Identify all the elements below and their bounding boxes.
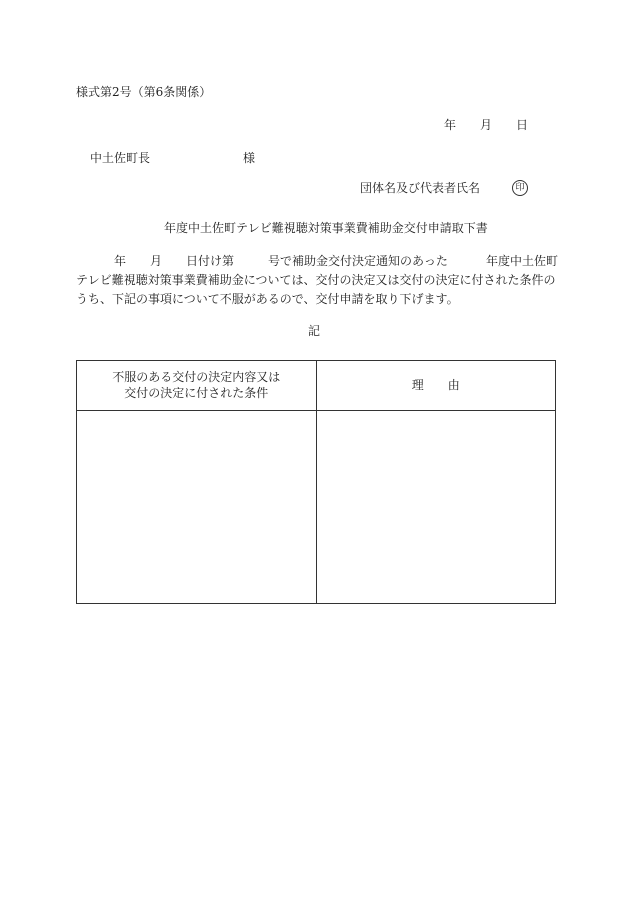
body-year: 年 xyxy=(114,254,127,268)
form-number: 様式第2号（第6条関係） xyxy=(76,85,212,99)
body-line-2: テレビ難視聴対策事業費補助金については、交付の決定又は交付の決定に付された条件の xyxy=(76,273,556,287)
body-day-ref: 日付け第 xyxy=(186,254,235,268)
col1-header xyxy=(77,361,317,411)
objection-table xyxy=(76,360,556,604)
col1-header-line1: 不服のある交付の決定内容又は xyxy=(112,369,281,384)
reason-cell[interactable] xyxy=(316,411,556,604)
date-month-label: 月 xyxy=(480,118,493,132)
honorific: 様 xyxy=(243,151,256,165)
body-month: 月 xyxy=(150,254,163,268)
document-title: 年度中土佐町テレビ難視聴対策事業費補助金交付申請取下書 xyxy=(164,221,488,235)
date-year-label: 年 xyxy=(444,118,457,132)
applicant-label: 団体名及び代表者氏名 xyxy=(360,181,481,195)
seal-icon: 印 xyxy=(512,180,528,196)
body-number-text: 号で補助金交付決定通知のあった xyxy=(268,254,448,268)
objection-content-cell[interactable] xyxy=(77,411,317,604)
body-line-1 xyxy=(76,255,558,267)
body-line-3: うち、下記の事項について不服があるので、交付申請を取り下げます。 xyxy=(76,292,459,306)
table-header-row xyxy=(77,361,556,411)
body-tail: 年度中土佐町 xyxy=(485,254,558,268)
addressee: 中土佐町長 xyxy=(90,151,151,165)
ki-heading: 記 xyxy=(308,324,321,338)
table-body-row xyxy=(77,411,556,604)
col1-header-line2: 交付の決定に付された条件 xyxy=(124,385,269,400)
col2-header: 理 由 xyxy=(316,361,556,411)
date-day-label: 日 xyxy=(516,118,529,132)
